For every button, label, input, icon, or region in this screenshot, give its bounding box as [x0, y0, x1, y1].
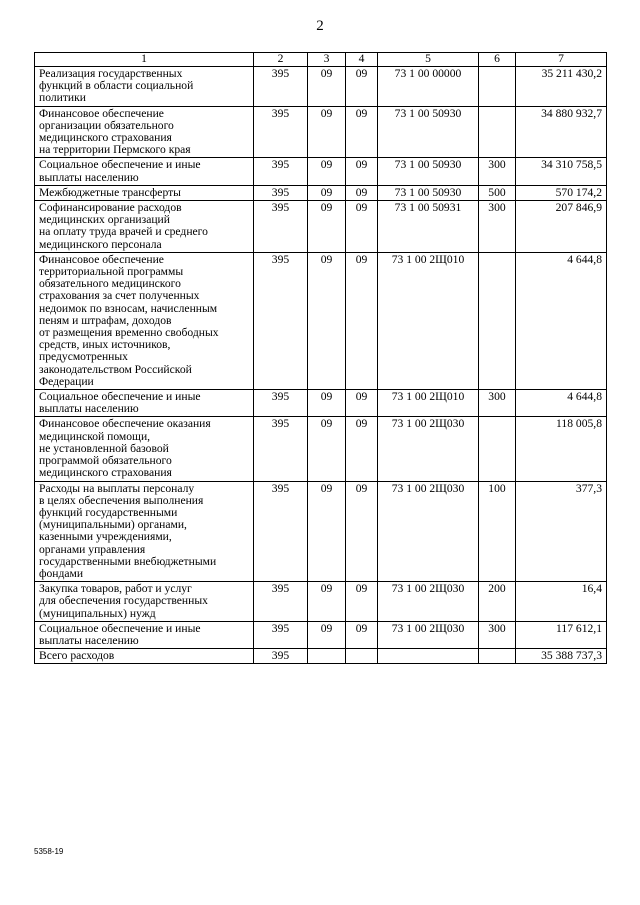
cell-subsection: 09	[346, 67, 378, 107]
cell-name: Софинансирование расходов медицинских организаций на оплату труда врачей и среднего медицинского персонала	[35, 201, 254, 253]
cell-target: 73 1 00 2Щ010	[378, 390, 479, 417]
cell-code: 395	[254, 649, 308, 664]
cell-expense-type	[479, 252, 516, 389]
table-row	[35, 417, 607, 481]
cell-amount: 118 005,8	[516, 417, 607, 481]
cell-subsection: 09	[346, 185, 378, 200]
cell-name: Финансовое обеспечение территориальной программы обязательного медицинского страхования за счет полученных недоимок по взносам, начисленным пеням и штрафам, доходов от размещения временно свободных средств, иных источников, предусмотренных законодательством Российской Федерации	[35, 252, 254, 389]
cell-subsection: 09	[346, 252, 378, 389]
cell-subsection: 09	[346, 481, 378, 582]
cell-target: 73 1 00 50930	[378, 158, 479, 185]
cell-code: 395	[254, 481, 308, 582]
cell-name: Социальное обеспечение и иные выплаты населению	[35, 158, 254, 185]
cell-amount: 570 174,2	[516, 185, 607, 200]
cell-code: 395	[254, 106, 308, 158]
document-code: 5358-19	[34, 847, 64, 856]
col-header-amount: 7	[516, 53, 607, 67]
cell-expense-type: 300	[479, 201, 516, 253]
cell-expense-type	[479, 417, 516, 481]
col-header-code: 2	[254, 53, 308, 67]
cell-code: 395	[254, 417, 308, 481]
cell-name: Финансовое обеспечение организации обязательного медицинского страхования на территории Пермского края	[35, 106, 254, 158]
table-row	[35, 252, 607, 389]
cell-amount: 34 880 932,7	[516, 106, 607, 158]
budget-table	[34, 52, 607, 664]
cell-expense-type: 100	[479, 481, 516, 582]
cell-subsection: 09	[346, 582, 378, 622]
cell-expense-type: 500	[479, 185, 516, 200]
cell-code: 395	[254, 185, 308, 200]
table-row	[35, 621, 607, 648]
cell-name: Всего расходов	[35, 649, 254, 664]
cell-amount: 34 310 758,5	[516, 158, 607, 185]
cell-expense-type: 300	[479, 158, 516, 185]
cell-code: 395	[254, 252, 308, 389]
cell-subsection: 09	[346, 158, 378, 185]
header-row	[35, 53, 607, 67]
cell-target: 73 1 00 50931	[378, 201, 479, 253]
cell-target	[378, 649, 479, 664]
cell-name: Расходы на выплаты персоналу в целях обеспечения выполнения функций государственными (муниципальными) органами, казенными учреждениями, органами управления государственными внебюджетными фондами	[35, 481, 254, 582]
table-row	[35, 185, 607, 200]
cell-expense-type: 200	[479, 582, 516, 622]
cell-expense-type	[479, 67, 516, 107]
cell-subsection: 09	[346, 201, 378, 253]
cell-amount: 117 612,1	[516, 621, 607, 648]
cell-section: 09	[308, 185, 346, 200]
cell-code: 395	[254, 67, 308, 107]
table-row	[35, 158, 607, 185]
cell-amount: 377,3	[516, 481, 607, 582]
table-row	[35, 481, 607, 582]
cell-section: 09	[308, 158, 346, 185]
cell-subsection: 09	[346, 106, 378, 158]
cell-amount: 4 644,8	[516, 390, 607, 417]
cell-name: Социальное обеспечение и иные выплаты населению	[35, 621, 254, 648]
cell-name: Социальное обеспечение и иные выплаты населению	[35, 390, 254, 417]
cell-expense-type	[479, 649, 516, 664]
table-row	[35, 649, 607, 664]
cell-code: 395	[254, 201, 308, 253]
cell-expense-type	[479, 106, 516, 158]
cell-section: 09	[308, 621, 346, 648]
cell-expense-type: 300	[479, 621, 516, 648]
cell-target: 73 1 00 2Щ030	[378, 417, 479, 481]
cell-target: 73 1 00 50930	[378, 106, 479, 158]
cell-subsection: 09	[346, 621, 378, 648]
cell-target: 73 1 00 2Щ030	[378, 481, 479, 582]
cell-section: 09	[308, 417, 346, 481]
page-number: 2	[316, 18, 324, 34]
cell-target: 73 1 00 50930	[378, 185, 479, 200]
cell-subsection: 09	[346, 417, 378, 481]
cell-code: 395	[254, 390, 308, 417]
table-row	[35, 201, 607, 253]
cell-subsection: 09	[346, 390, 378, 417]
cell-target: 73 1 00 2Щ010	[378, 252, 479, 389]
cell-code: 395	[254, 582, 308, 622]
cell-target: 73 1 00 00000	[378, 67, 479, 107]
table-row	[35, 390, 607, 417]
col-header-section: 3	[308, 53, 346, 67]
cell-amount: 207 846,9	[516, 201, 607, 253]
cell-code: 395	[254, 158, 308, 185]
cell-target: 73 1 00 2Щ030	[378, 582, 479, 622]
cell-name: Реализация государственных функций в области социальной политики	[35, 67, 254, 107]
cell-amount: 35 388 737,3	[516, 649, 607, 664]
cell-target: 73 1 00 2Щ030	[378, 621, 479, 648]
table-row	[35, 67, 607, 107]
col-header-expense-type: 6	[479, 53, 516, 67]
cell-name: Межбюджетные трансферты	[35, 185, 254, 200]
col-header-name: 1	[35, 53, 254, 67]
cell-code: 395	[254, 621, 308, 648]
cell-section: 09	[308, 481, 346, 582]
cell-subsection	[346, 649, 378, 664]
cell-section: 09	[308, 67, 346, 107]
cell-section: 09	[308, 106, 346, 158]
cell-section	[308, 649, 346, 664]
cell-amount: 35 211 430,2	[516, 67, 607, 107]
table-row	[35, 106, 607, 158]
col-header-subsection: 4	[346, 53, 378, 67]
cell-name: Закупка товаров, работ и услуг для обеспечения государственных (муниципальных) нужд	[35, 582, 254, 622]
col-header-target: 5	[378, 53, 479, 67]
cell-amount: 16,4	[516, 582, 607, 622]
cell-section: 09	[308, 252, 346, 389]
cell-section: 09	[308, 201, 346, 253]
cell-name: Финансовое обеспечение оказания медицинской помощи, не установленной базовой программой обязательного медицинского страхования	[35, 417, 254, 481]
table-row	[35, 582, 607, 622]
cell-amount: 4 644,8	[516, 252, 607, 389]
cell-expense-type: 300	[479, 390, 516, 417]
cell-section: 09	[308, 390, 346, 417]
cell-section: 09	[308, 582, 346, 622]
